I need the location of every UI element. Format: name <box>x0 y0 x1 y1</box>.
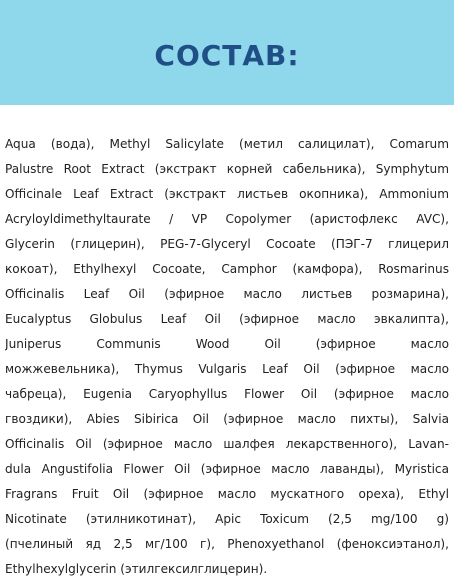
page-title: СОСТАВ: <box>154 39 300 72</box>
composition-line: (пчелиный яд 2,5 мг/100 г), Phenoxyethanol (феноксиэтанол), <box>5 537 449 551</box>
composition-line: кокоат), Ethylhexyl Cocoate, Camphor (камфора), Rosmarinus <box>5 262 449 276</box>
composition-line: Acryloyldimethyltaurate / VP Copolymer (аристофлекс AVC), <box>5 212 449 226</box>
composition-text <box>5 132 449 582</box>
composition-line: Juniperus Communis Wood Oil (эфирное масло <box>5 337 449 351</box>
composition-line: Nicotinate (этилникотинат), Apic Toxicum (2,5 mg/100 g) <box>5 512 449 526</box>
composition-line: гвоздики), Abies Sibirica Oil (эфирное масло пихты), Salvia <box>5 412 449 426</box>
composition-line: Officinalis Oil (эфирное масло шалфея лекарственного), Lavan- <box>5 437 449 451</box>
composition-line: Glycerin (глицерин), PEG-7-Glyceryl Cocoate (ПЭГ-7 глицерил <box>5 237 449 251</box>
composition-line: Aqua (вода), Methyl Salicylate (метил салицилат), Comarum <box>5 137 449 151</box>
composition-line: чабреца), Eugenia Caryophyllus Flower Oil (эфирное масло <box>5 387 449 401</box>
composition-line: Fragrans Fruit Oil (эфирное масло мускатного ореха), Ethyl <box>5 487 449 501</box>
composition-line: dula Angustifolia Flower Oil (эфирное масло лаванды), Myristica <box>5 462 449 476</box>
composition-line: Ethylhexylglycerin (этилгексилглицерин). <box>5 562 268 576</box>
composition-line: Officinalis Leaf Oil (эфирное масло листьев розмарина), <box>5 287 449 301</box>
header-band <box>0 0 454 105</box>
composition-line: Eucalyptus Globulus Leaf Oil (эфирное масло эвкалипта), <box>5 312 449 326</box>
composition-line: Palustre Root Extract (экстракт корней сабельника), Symphytum <box>5 162 449 176</box>
composition-line: можжевельника), Thymus Vulgaris Leaf Oil (эфирное масло <box>5 362 449 376</box>
composition-line: Officinale Leaf Extract (экстракт листьев окопника), Ammonium <box>5 187 449 201</box>
